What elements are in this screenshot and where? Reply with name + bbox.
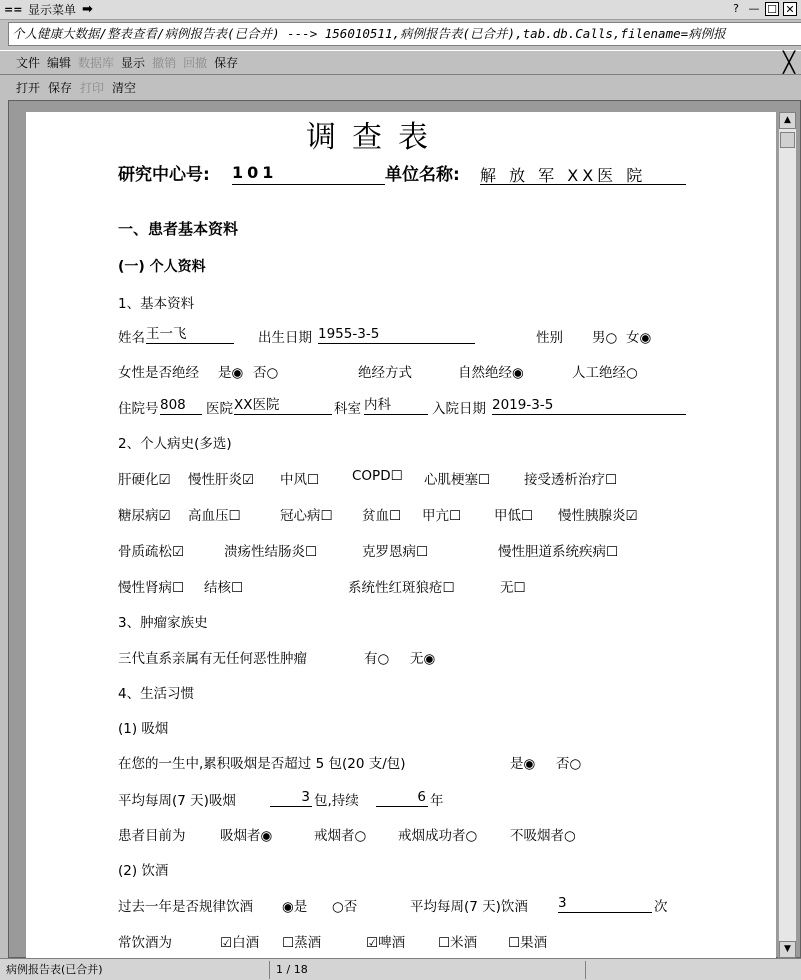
subsection-personal: (一) 个人资料 xyxy=(118,259,206,275)
drink-type-option[interactable]: ☐米酒 xyxy=(438,935,478,951)
family-question: 三代直系亲属有无任何恶性肿瘤 xyxy=(118,651,307,667)
window-titlebar xyxy=(0,0,801,20)
history-option[interactable]: 中风☐ xyxy=(280,472,320,488)
history-option[interactable]: 慢性胆道系统疾病☐ xyxy=(498,544,619,560)
history-option[interactable]: 溃疡性结肠炎☐ xyxy=(224,544,318,560)
dept-label: 科室 xyxy=(334,401,361,417)
center-field[interactable]: 101 xyxy=(232,163,385,185)
lifestyle-heading: 4、生活习惯 xyxy=(118,686,195,702)
family-yes-radio[interactable]: 有○ xyxy=(364,651,390,667)
drink-type-label: 常饮酒为 xyxy=(118,935,172,951)
history-option[interactable]: 系统性红斑狼疮☐ xyxy=(348,580,455,596)
section-basic-info: 一、患者基本资料 xyxy=(118,220,239,238)
name-field[interactable]: 王一飞 xyxy=(146,326,234,344)
history-option[interactable]: 肝硬化☑ xyxy=(118,472,171,488)
unit-field[interactable]: 解 放 军 XX医 院 xyxy=(480,163,686,185)
window-title[interactable]: 显示菜单 xyxy=(28,3,77,17)
history-option[interactable]: 慢性胰腺炎☑ xyxy=(558,508,638,524)
sex-female-radio[interactable]: 女◉ xyxy=(626,330,652,346)
menu-database: 数据库 xyxy=(78,56,115,70)
menu-file[interactable]: 文件 xyxy=(16,56,41,70)
name-label: 姓名 xyxy=(118,330,145,346)
menopause-label: 女性是否绝经 xyxy=(118,365,199,381)
times-unit-label: 次 xyxy=(654,899,668,915)
sex-label: 性别 xyxy=(536,330,563,346)
scroll-up-icon[interactable]: ▲ xyxy=(779,112,796,129)
status-bar xyxy=(0,958,801,980)
tool-bar xyxy=(0,76,801,98)
history-heading: 2、个人病史(多选) xyxy=(118,436,232,452)
history-option[interactable]: 冠心病☐ xyxy=(280,508,333,524)
scroll-down-icon[interactable]: ▼ xyxy=(779,941,796,958)
admit-label: 入院日期 xyxy=(432,401,486,417)
history-option[interactable]: 骨质疏松☑ xyxy=(118,544,185,560)
save-button[interactable]: 保存 xyxy=(48,80,73,95)
open-button[interactable]: 打开 xyxy=(16,80,41,95)
status-option[interactable]: 戒烟者○ xyxy=(314,828,367,844)
family-no-radio[interactable]: 无◉ xyxy=(410,651,436,667)
history-option[interactable]: 无☐ xyxy=(500,580,526,596)
status-option[interactable]: 吸烟者◉ xyxy=(220,828,273,844)
history-option[interactable]: 克罗恩病☐ xyxy=(362,544,429,560)
menopause-yes-radio[interactable]: 是◉ xyxy=(218,365,244,381)
unit-label: 单位名称: xyxy=(385,165,460,185)
help-button[interactable]: ? xyxy=(733,2,739,15)
status-option[interactable]: 戒烟成功者○ xyxy=(398,828,478,844)
weekly-drinking-field[interactable]: 3 xyxy=(558,895,652,913)
dob-label: 出生日期 xyxy=(258,330,312,346)
inpatient-label: 住院号 xyxy=(118,401,159,417)
clear-button[interactable]: 清空 xyxy=(112,80,137,95)
menopause-way-label: 绝经方式 xyxy=(358,365,412,381)
menu-display[interactable]: 显示 xyxy=(121,56,146,70)
history-option[interactable]: 慢性肝炎☑ xyxy=(188,472,255,488)
smoking-years-field[interactable]: 6 xyxy=(376,789,428,807)
menu-redo: 回撤 xyxy=(183,56,208,70)
history-option[interactable]: 慢性肾病☐ xyxy=(118,580,185,596)
menu-bar xyxy=(0,50,801,75)
status-document-name: 病例报告表(已合并) xyxy=(0,961,270,979)
weekly-smoking-field[interactable]: 3 xyxy=(270,789,312,807)
close-window-button[interactable]: ✕ xyxy=(783,2,797,16)
minimize-button[interactable]: — xyxy=(748,2,760,15)
history-option[interactable]: 心肌梗塞☐ xyxy=(424,472,491,488)
menu-undo: 撤销 xyxy=(152,56,177,70)
history-option[interactable]: 结核☐ xyxy=(204,580,244,596)
drink-type-option[interactable]: ☑白酒 xyxy=(220,935,260,951)
history-option[interactable]: COPD☐ xyxy=(352,468,403,484)
print-button: 打印 xyxy=(80,80,105,95)
path-field[interactable]: 个人健康大数据/整表查看/病例报告表(已合并) ---> 156010511,病例报告表(已合并),tab.db.Calls,filename=病例报 xyxy=(8,22,801,46)
smoking-heading: (1) 吸烟 xyxy=(118,721,169,737)
sex-male-radio[interactable]: 男○ xyxy=(592,330,618,346)
basic-heading: 1、基本资料 xyxy=(118,296,195,312)
drinking-yes-radio[interactable]: ◉是 xyxy=(282,899,308,915)
dept-field[interactable]: 内科 xyxy=(364,397,428,415)
status-label: 患者目前为 xyxy=(118,828,186,844)
menu-save[interactable]: 保存 xyxy=(214,56,239,70)
year-unit-label: 年 xyxy=(430,793,444,809)
drink-type-option[interactable]: ☐蒸酒 xyxy=(282,935,322,951)
weekly-smoking-label: 平均每周(7 天)吸烟 xyxy=(118,793,236,809)
history-option[interactable]: 接受透析治疗☐ xyxy=(524,472,618,488)
drink-type-option[interactable]: ☐果酒 xyxy=(508,935,548,951)
window-menu-icon[interactable]: == xyxy=(4,3,23,16)
status-page-counter: 1 / 18 xyxy=(270,961,586,979)
drinking-heading: (2) 饮酒 xyxy=(118,863,169,879)
admit-field[interactable]: 2019-3-5 xyxy=(492,397,686,415)
history-option[interactable]: 高血压☐ xyxy=(188,508,241,524)
drinking-no-radio[interactable]: ○否 xyxy=(332,899,358,915)
hospital-field[interactable]: XX医院 xyxy=(234,397,332,415)
inpatient-field[interactable]: 808 xyxy=(160,397,202,415)
smoking-question: 在您的一生中,累积吸烟是否超过 5 包(20 支/包) xyxy=(118,756,406,772)
maximize-button[interactable]: ☐ xyxy=(765,2,779,16)
status-option[interactable]: 不吸烟者○ xyxy=(510,828,576,844)
scroll-thumb[interactable] xyxy=(780,132,795,148)
page-title: 调查表 xyxy=(306,120,444,155)
history-option[interactable]: 糖尿病☑ xyxy=(118,508,171,524)
drinking-question: 过去一年是否规律饮酒 xyxy=(118,899,253,915)
center-label: 研究中心号: xyxy=(118,165,210,185)
natural-menopause-radio[interactable]: 自然绝经◉ xyxy=(458,365,524,381)
arrow-right-icon[interactable]: ➡ xyxy=(82,2,93,17)
menopause-no-radio[interactable]: 否○ xyxy=(253,365,279,381)
smoking-yes-radio[interactable]: 是◉ xyxy=(510,756,536,772)
pack-unit-label: 包,持续 xyxy=(314,793,359,809)
close-document-icon[interactable]: ╳ xyxy=(782,50,795,74)
family-heading: 3、肿瘤家族史 xyxy=(118,615,208,631)
document-page xyxy=(26,112,776,958)
history-option[interactable]: 甲亢☐ xyxy=(422,508,462,524)
status-empty xyxy=(586,961,801,979)
menu-edit[interactable]: 编辑 xyxy=(47,56,72,70)
weekly-drinking-label: 平均每周(7 天)饮酒 xyxy=(410,899,528,915)
dob-field[interactable]: 1955-3-5 xyxy=(318,326,475,344)
vertical-scrollbar[interactable] xyxy=(778,112,796,958)
history-option[interactable]: 贫血☐ xyxy=(362,508,402,524)
artificial-menopause-radio[interactable]: 人工绝经○ xyxy=(572,365,638,381)
history-option[interactable]: 甲低☐ xyxy=(494,508,534,524)
hospital-label: 医院 xyxy=(206,401,233,417)
drink-type-option[interactable]: ☑啤酒 xyxy=(366,935,406,951)
smoking-no-radio[interactable]: 否○ xyxy=(556,756,582,772)
